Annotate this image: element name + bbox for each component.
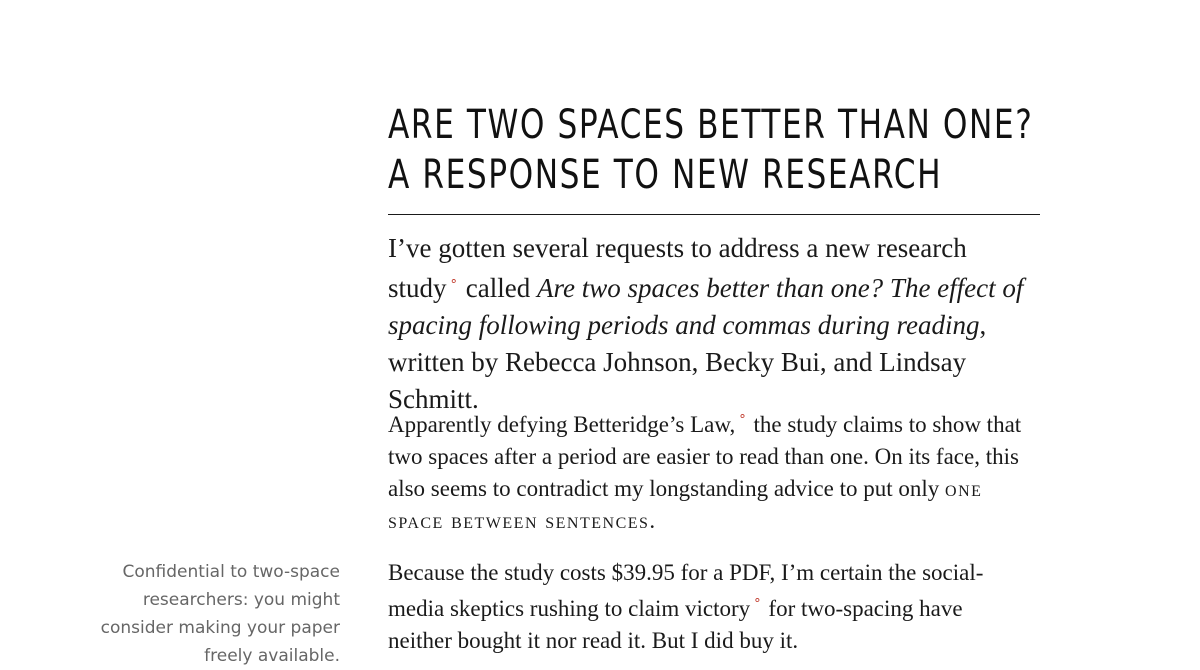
lead-text-3: , written by Rebecca Johnson, Becky Bui, and Lindsay Schmitt.: [388, 310, 987, 414]
article-title-line-1: ARE TWO SPACES BETTER THAN ONE?: [388, 102, 1034, 148]
footnote-marker[interactable]: °: [739, 413, 746, 428]
p3-text-1: Because the study costs $39.95 for a PDF, I’m certain the social-media skeptics rushing to claim victory: [388, 560, 984, 621]
body-paragraph-3: [388, 557, 1028, 657]
article-title-line-2: A RESPONSE TO NEW RESEARCH: [388, 152, 943, 198]
p2-text-3: .: [649, 508, 656, 533]
lead-text-1: I’ve gotten several requests to address a new research study: [388, 233, 967, 303]
study-title: Are two spaces better than one? The effect of spacing following periods and commas during reading: [388, 273, 1024, 340]
lead-paragraph: [388, 230, 1043, 418]
article-title: [388, 100, 1034, 200]
p2-text-1: Apparently defying Betteridge’s Law,: [388, 412, 736, 437]
p2-text-2: the study claims to show that two spaces after a period are easier to read than one. On its face, this also seems to contradict my longstanding advice to put only: [388, 412, 1022, 501]
footnote-marker[interactable]: °: [754, 597, 761, 612]
lead-text-2: called: [459, 273, 537, 303]
sidenote: Confidential to two-space researchers: you might consider making your paper freely available.: [100, 562, 340, 666]
p3-text-2: for two-spacing have neither bought it nor read it. But I did buy it.: [388, 596, 963, 653]
title-rule: [388, 214, 1040, 215]
footnote-marker[interactable]: °: [450, 278, 458, 293]
one-space-link[interactable]: one space between sentences: [388, 476, 983, 533]
body-paragraph-2: [388, 405, 1028, 537]
